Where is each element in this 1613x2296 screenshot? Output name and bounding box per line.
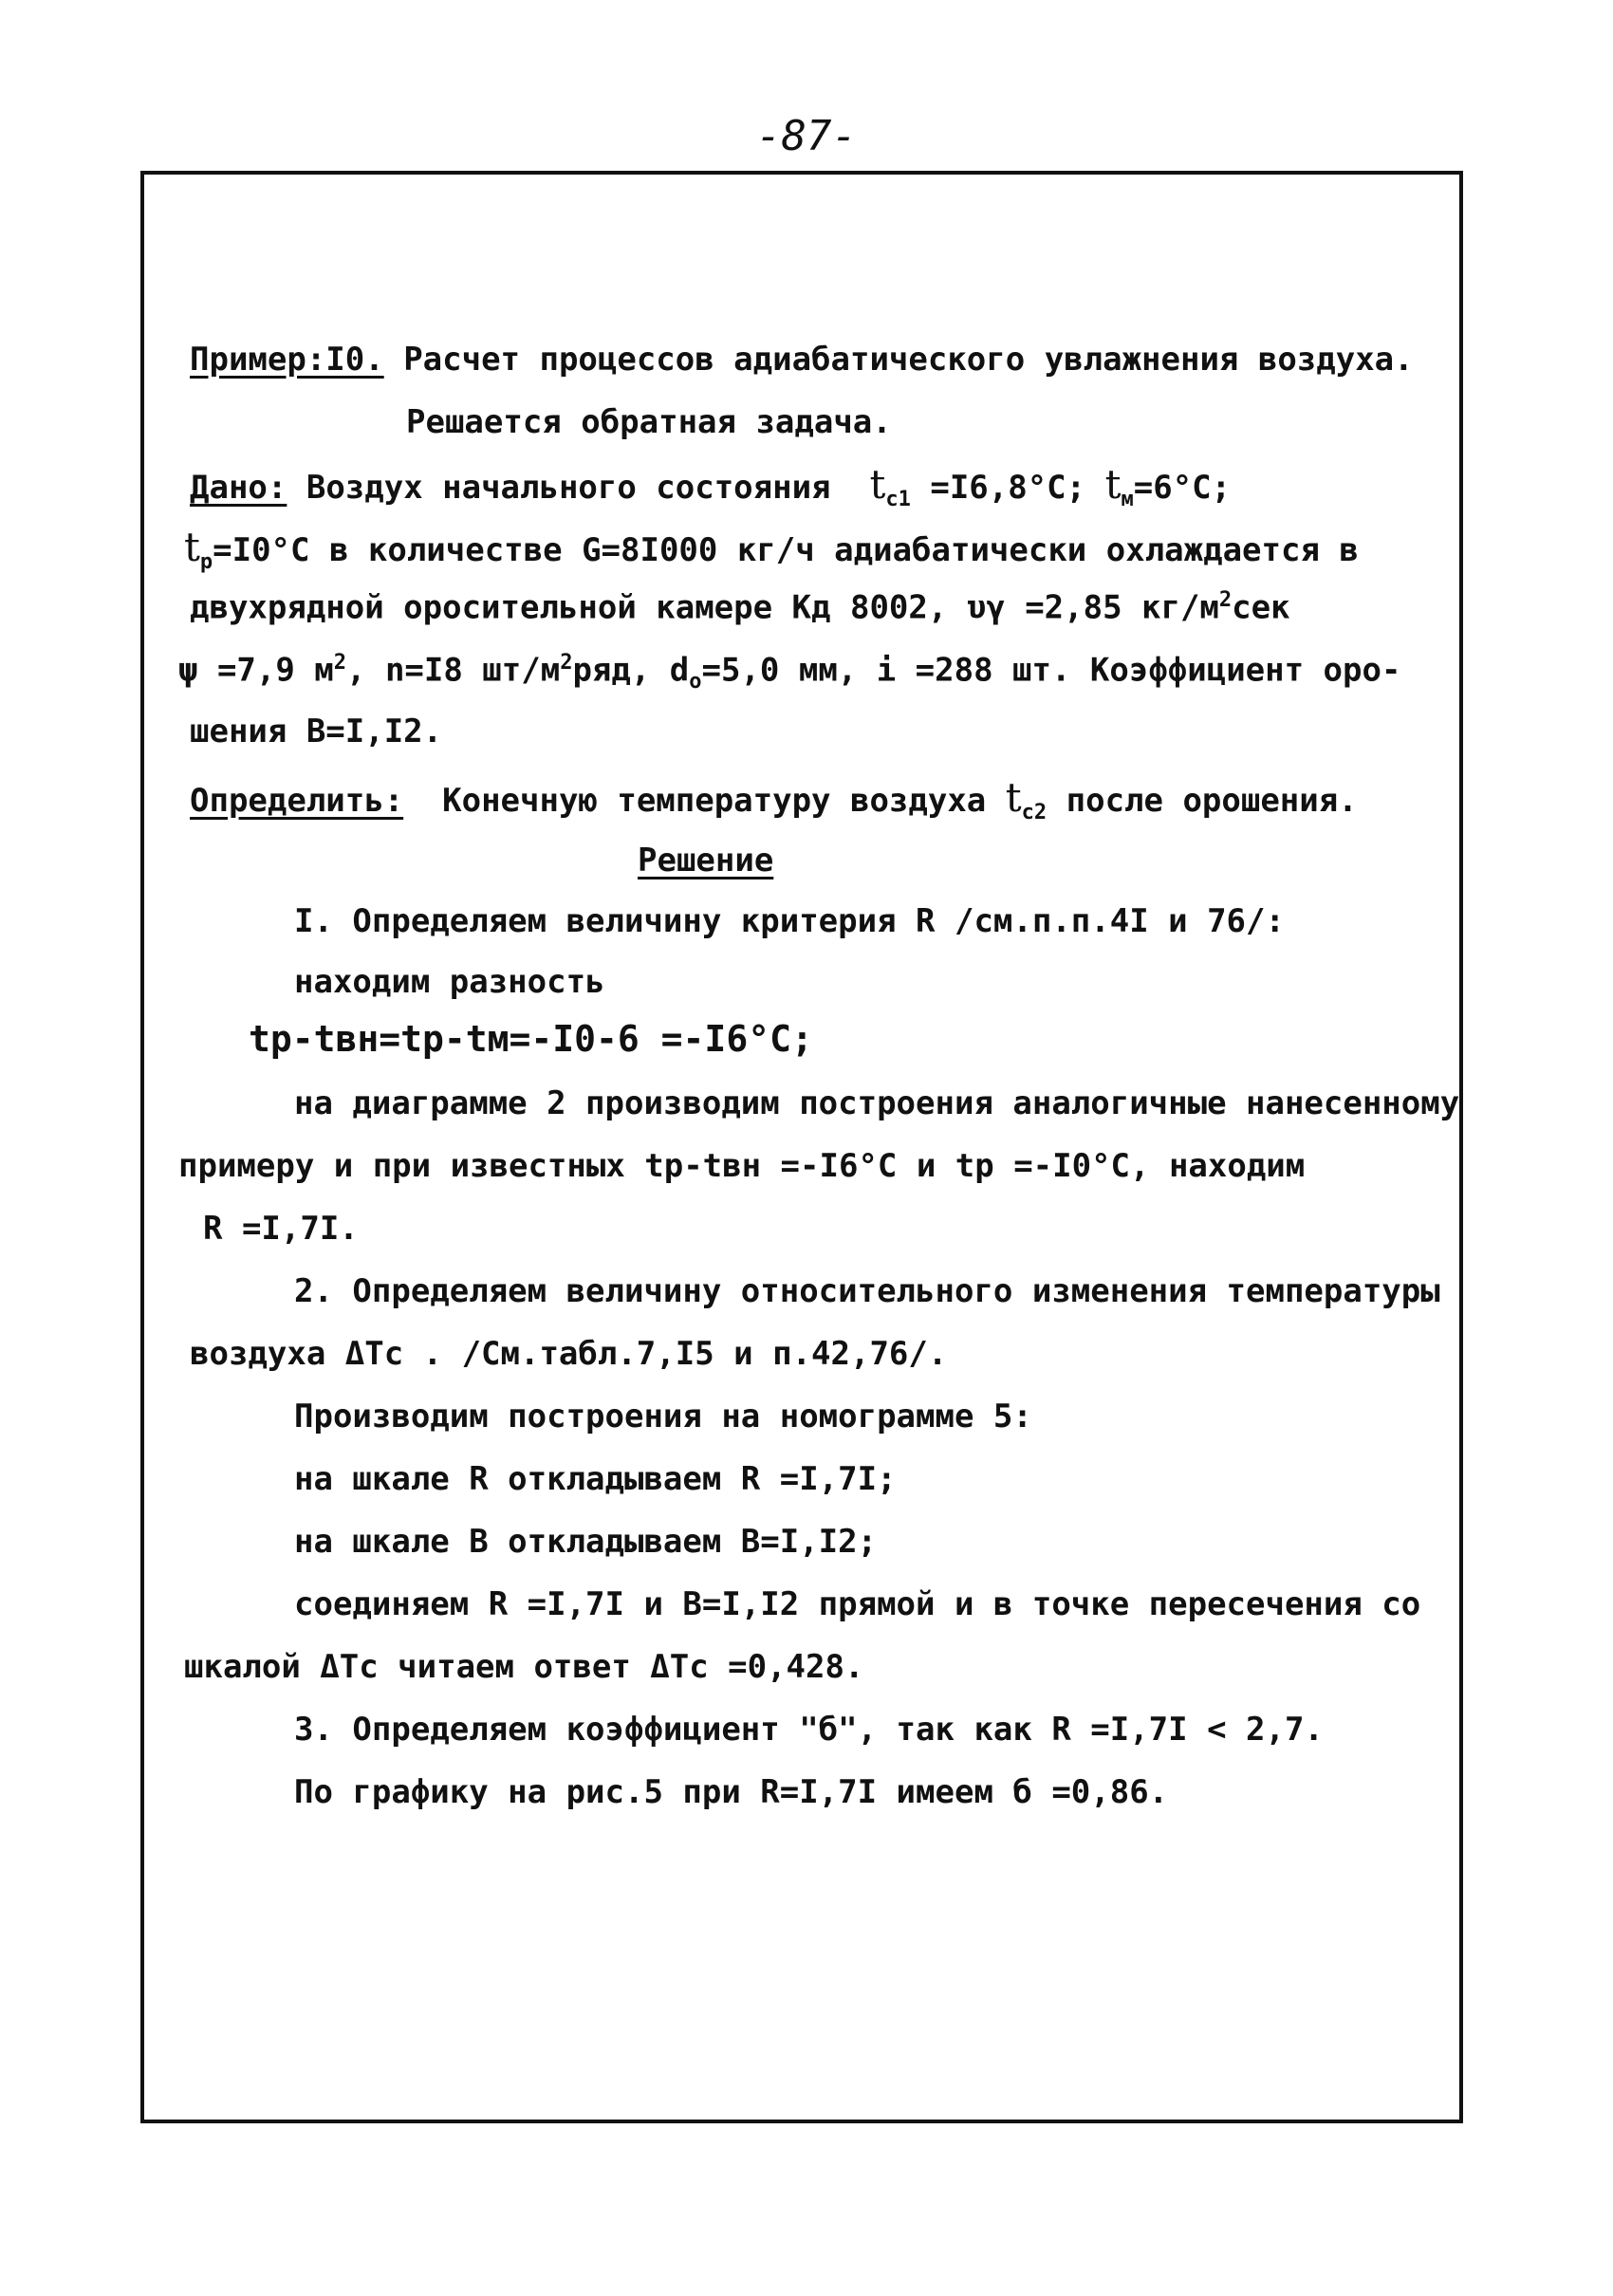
given-line-1 <box>190 461 1232 511</box>
step3-line-2: По графику на рис.5 при R=I,7I имеем б =0,86. <box>294 1773 1169 1811</box>
determine-label: Определить: <box>190 782 404 820</box>
given-line-2 <box>184 524 1359 574</box>
tp-subscript: р <box>199 549 213 574</box>
determine-tail: после орошения. <box>1066 782 1358 820</box>
document-frame <box>140 171 1463 2123</box>
tc1-value: =I6,8°С; <box>930 469 1086 507</box>
example-heading <box>190 341 1414 379</box>
step2-line-6: соединяем R =I,7I и В=I,I2 прямой и в точке пересечения со <box>294 1585 1421 1623</box>
given-line-1-text: Воздух начального состояния <box>306 469 831 507</box>
step1-line-6: R =I,7I. <box>203 1210 359 1248</box>
step2-line-4: на шкале R откладываем R =I,7I; <box>294 1460 897 1498</box>
given-line-4-a: ψ =7,9 м <box>178 651 334 690</box>
step2-line-3: Производим построения на номограмме 5: <box>294 1398 1032 1435</box>
given-line-3-tail: сек <box>1232 588 1290 627</box>
tm-value: =6°С; <box>1133 469 1232 507</box>
step2-line-1: 2. Определяем величину относительного изменения температуры <box>294 1272 1440 1310</box>
tc2-symbol: t <box>1005 774 1022 821</box>
given-label: Дано: <box>190 469 287 507</box>
solution-heading: Решение <box>638 842 774 880</box>
given-line-4-c: ряд, d <box>572 651 690 690</box>
given-line-5: шения В=I,I2. <box>190 713 443 750</box>
tp-symbol: t <box>184 524 200 570</box>
given-line-3 <box>190 588 1290 627</box>
step1-line-5: примеру и при известных tр-tвн =-I6°С и tр =-I0°С, находим <box>178 1147 1306 1185</box>
step1-line-4: на диаграмме 2 производим построения аналогичные нанесенному <box>294 1084 1460 1122</box>
step1-line-2: находим разность <box>294 963 605 1001</box>
determine-line <box>190 774 1358 824</box>
tm-subscript: м <box>1121 487 1134 511</box>
tm-symbol: t <box>1104 461 1122 508</box>
tc1-subscript: c1 <box>885 487 911 511</box>
page-number: -87- <box>756 112 857 160</box>
step2-line-5: на шкале В откладываем В=I,I2; <box>294 1523 878 1561</box>
example-title: Расчет процессов адиабатического увлажнения воздуха. <box>403 341 1414 379</box>
example-label: Пример:I0. <box>190 341 384 379</box>
step1-line-1: I. Определяем величину критерия R /см.п.п.4I и 76/: <box>294 902 1285 940</box>
given-line-4-b: , n=I8 шт/м <box>346 651 561 690</box>
given-line-3-sup: 2 <box>1218 588 1233 612</box>
given-line-4-sub: о <box>689 670 702 694</box>
tc1-symbol: t <box>869 461 886 508</box>
step2-line-7: шкалой ΔTc читаем ответ ΔTc =0,428. <box>184 1648 864 1686</box>
step3-line-1: 3. Определяем коэффициент "б", так как R =I,7I < 2,7. <box>294 1711 1324 1749</box>
given-line-4-d: =5,0 мм, i =288 шт. Коэффициент оро- <box>701 651 1401 690</box>
step1-formula: tр-tвн=tр-tм=-I0-6 =-I6°С; <box>249 1018 813 1060</box>
given-line-4 <box>178 653 1400 693</box>
example-subtitle: Решается обратная задача. <box>406 403 892 441</box>
determine-text: Конечную температуру воздуха <box>442 782 987 820</box>
given-line-4-sup2: 2 <box>560 651 573 675</box>
given-line-4-sup1: 2 <box>333 651 347 675</box>
tc2-subscript: c2 <box>1021 800 1048 824</box>
given-line-2-text: =I0°С в количестве G=8I000 кг/ч адиабатически охлаждается в <box>213 531 1359 569</box>
step2-line-2: воздуха ΔTc . /См.табл.7,I5 и п.42,76/. <box>190 1335 948 1373</box>
given-line-3-text: двухрядной оросительной камере Кд 8002, υγ =2,85 кг/м <box>190 588 1219 627</box>
